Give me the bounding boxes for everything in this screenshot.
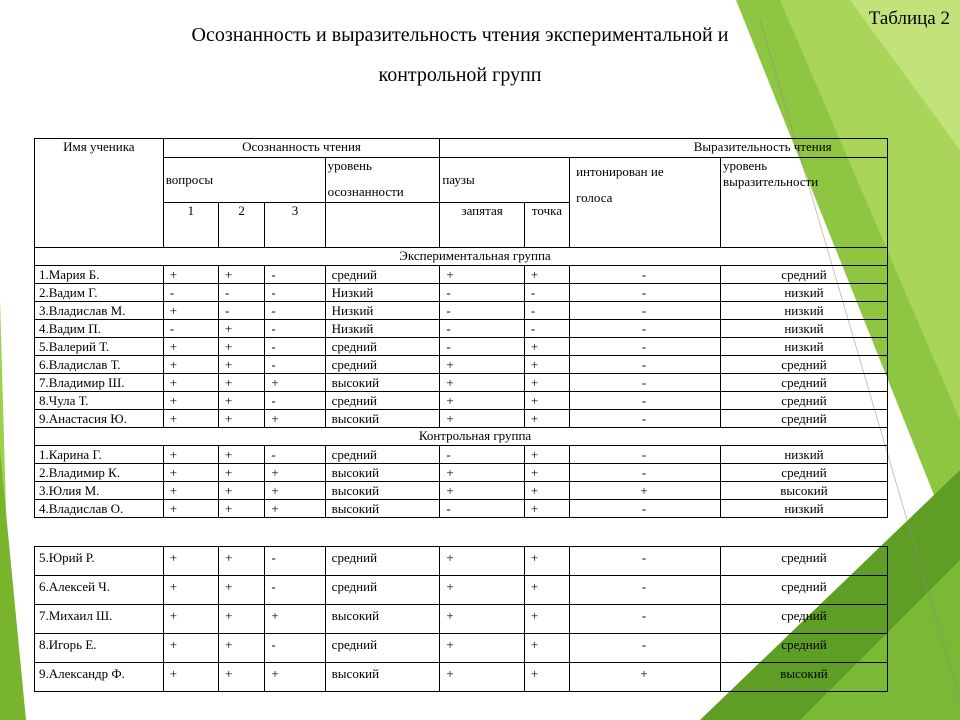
cell-inton: - [570, 266, 721, 284]
cell-inton: - [570, 500, 721, 518]
cell-level: средний [325, 576, 440, 605]
cell-inton: - [570, 338, 721, 356]
table-row [35, 576, 888, 605]
cell-q3: + [265, 663, 325, 692]
header-awareness: Осознанность чтения [163, 139, 440, 158]
cell-inton: - [570, 374, 721, 392]
results-table [34, 138, 888, 518]
results-table-continued [34, 546, 888, 692]
cell-q2: + [219, 356, 265, 374]
header-q2: 2 [219, 203, 265, 248]
cell-comma: + [440, 576, 524, 605]
cell-q1: + [163, 446, 218, 464]
cell-level: Низкий [325, 302, 440, 320]
cell-expr: низкий [720, 320, 887, 338]
cell-level: средний [325, 266, 440, 284]
cell-comma: + [440, 547, 524, 576]
cell-name: 9.Анастасия Ю. [35, 410, 164, 428]
cell-expr: низкий [720, 338, 887, 356]
cell-q2: + [219, 464, 265, 482]
cell-q2: - [219, 302, 265, 320]
table-row [35, 547, 888, 576]
cell-q3: - [265, 576, 325, 605]
cell-level: высокий [325, 482, 440, 500]
cell-comma: + [440, 356, 524, 374]
cell-period: + [524, 634, 569, 663]
cell-level: средний [325, 446, 440, 464]
cell-level: средний [325, 547, 440, 576]
cell-q1: - [163, 284, 218, 302]
cell-level: Низкий [325, 284, 440, 302]
cell-expr: средний [720, 410, 887, 428]
cell-comma: - [440, 302, 524, 320]
cell-name: 1.Карина Г. [35, 446, 164, 464]
cell-q2: + [219, 605, 265, 634]
cell-name: 4.Вадим П. [35, 320, 164, 338]
header-intonation: интонирован ие голоса [570, 158, 721, 248]
section-control: Контрольная группа [35, 428, 888, 446]
cell-q1: - [163, 320, 218, 338]
cell-expr: средний [720, 547, 887, 576]
header-q1: 1 [163, 203, 218, 248]
cell-period: + [524, 500, 569, 518]
cell-name: 6.Алексей Ч. [35, 576, 164, 605]
cell-level: средний [325, 392, 440, 410]
table-row [35, 464, 888, 482]
cell-expr: низкий [720, 284, 887, 302]
cell-q2: + [219, 410, 265, 428]
slide-title-line2: контрольной групп [378, 64, 542, 86]
cell-inton: - [570, 392, 721, 410]
cell-period: + [524, 266, 569, 284]
cell-q2: + [219, 320, 265, 338]
cell-comma: - [440, 320, 524, 338]
cell-q3: - [265, 634, 325, 663]
cell-q2: + [219, 374, 265, 392]
cell-q3: - [265, 338, 325, 356]
table-number: Таблица 2 [868, 8, 950, 29]
cell-period: + [524, 410, 569, 428]
cell-q1: + [163, 392, 218, 410]
cell-level: средний [325, 356, 440, 374]
cell-expr: средний [720, 266, 887, 284]
cell-q3: - [265, 392, 325, 410]
cell-expr: средний [720, 634, 887, 663]
cell-name: 8.Игорь Е. [35, 634, 164, 663]
table-row [35, 284, 888, 302]
cell-inton: - [570, 547, 721, 576]
cell-q3: - [265, 266, 325, 284]
cell-expr: средний [720, 392, 887, 410]
cell-q3: - [265, 302, 325, 320]
cell-q2: + [219, 482, 265, 500]
cell-q3: - [265, 356, 325, 374]
cell-comma: - [440, 500, 524, 518]
cell-expr: высокий [720, 663, 887, 692]
table-row [35, 663, 888, 692]
cell-expr: высокий [720, 482, 887, 500]
experimental-rows [35, 266, 888, 428]
cell-q3: + [265, 482, 325, 500]
cell-name: 7.Владимир Ш. [35, 374, 164, 392]
cell-q1: + [163, 482, 218, 500]
cell-inton: - [570, 605, 721, 634]
table-row [35, 392, 888, 410]
cell-q1: + [163, 302, 218, 320]
cell-q2: + [219, 266, 265, 284]
cell-expr: низкий [720, 302, 887, 320]
cell-comma: - [440, 446, 524, 464]
cell-inton: - [570, 446, 721, 464]
header-name: Имя ученика [35, 139, 164, 248]
table-row [35, 302, 888, 320]
cell-name: 3.Юлия М. [35, 482, 164, 500]
cell-q1: + [163, 410, 218, 428]
cell-name: 6.Владислав Т. [35, 356, 164, 374]
cell-name: 1.Мария Б. [35, 266, 164, 284]
table-row [35, 374, 888, 392]
cell-q2: - [219, 284, 265, 302]
cell-comma: + [440, 464, 524, 482]
cell-q2: + [219, 446, 265, 464]
header-expressiveness: Выразительность чтения [440, 139, 888, 158]
cell-name: 2.Вадим Г. [35, 284, 164, 302]
cell-q1: + [163, 634, 218, 663]
cell-q3: + [265, 464, 325, 482]
cell-period: + [524, 482, 569, 500]
cell-inton: + [570, 663, 721, 692]
cell-q3: - [265, 446, 325, 464]
cell-period: + [524, 392, 569, 410]
cell-period: + [524, 374, 569, 392]
table-row [35, 338, 888, 356]
cell-inton: - [570, 576, 721, 605]
cell-q1: + [163, 374, 218, 392]
cell-expr: средний [720, 576, 887, 605]
cell-q2: + [219, 392, 265, 410]
cell-period: + [524, 356, 569, 374]
cell-period: + [524, 605, 569, 634]
table-row [35, 482, 888, 500]
cell-comma: - [440, 338, 524, 356]
cell-level: высокий [325, 374, 440, 392]
cell-q1: + [163, 605, 218, 634]
section-experimental: Экспериментальная группа [35, 248, 888, 266]
cell-q2: + [219, 338, 265, 356]
cell-level: высокий [325, 464, 440, 482]
control-rows-continued [35, 547, 888, 692]
cell-name: 3.Владислав М. [35, 302, 164, 320]
slide-title-line1: Осознанность и выразительность чтения экспериментальной и [191, 24, 729, 46]
header-empty [325, 203, 440, 248]
cell-period: - [524, 302, 569, 320]
cell-period: + [524, 547, 569, 576]
cell-q2: + [219, 547, 265, 576]
cell-period: + [524, 464, 569, 482]
cell-expr: средний [720, 605, 887, 634]
cell-inton: - [570, 284, 721, 302]
cell-name: 2.Владимир К. [35, 464, 164, 482]
cell-q1: + [163, 266, 218, 284]
cell-q1: + [163, 547, 218, 576]
table-row [35, 446, 888, 464]
header-expr-level: уровень выразительности [720, 158, 887, 248]
table-row [35, 410, 888, 428]
cell-level: высокий [325, 410, 440, 428]
cell-level: Низкий [325, 320, 440, 338]
cell-comma: + [440, 482, 524, 500]
cell-inton: - [570, 356, 721, 374]
cell-period: + [524, 446, 569, 464]
table-row [35, 266, 888, 284]
cell-comma: + [440, 605, 524, 634]
cell-expr: средний [720, 374, 887, 392]
cell-period: + [524, 663, 569, 692]
cell-q2: + [219, 634, 265, 663]
cell-q2: + [219, 576, 265, 605]
cell-level: средний [325, 634, 440, 663]
header-pauses: паузы [440, 158, 570, 203]
cell-q1: + [163, 464, 218, 482]
cell-period: - [524, 284, 569, 302]
cell-expr: низкий [720, 500, 887, 518]
cell-inton: - [570, 302, 721, 320]
cell-q3: - [265, 284, 325, 302]
control-rows [35, 446, 888, 518]
cell-q2: + [219, 663, 265, 692]
cell-expr: низкий [720, 446, 887, 464]
cell-comma: + [440, 374, 524, 392]
header-questions: вопросы [163, 158, 325, 203]
cell-comma: + [440, 663, 524, 692]
cell-q2: + [219, 500, 265, 518]
table-row [35, 356, 888, 374]
header-q3: 3 [265, 203, 325, 248]
cell-q1: + [163, 500, 218, 518]
cell-expr: средний [720, 356, 887, 374]
cell-comma: + [440, 266, 524, 284]
cell-q1: + [163, 576, 218, 605]
cell-q3: + [265, 500, 325, 518]
cell-name: 8.Чула Т. [35, 392, 164, 410]
cell-level: средний [325, 338, 440, 356]
table-row [35, 634, 888, 663]
cell-q3: - [265, 547, 325, 576]
cell-expr: средний [720, 464, 887, 482]
table-row [35, 320, 888, 338]
table-row [35, 500, 888, 518]
cell-name: 5.Валерий Т. [35, 338, 164, 356]
header-period: точка [524, 203, 569, 248]
cell-inton: - [570, 464, 721, 482]
cell-period: + [524, 338, 569, 356]
cell-level: высокий [325, 500, 440, 518]
cell-inton: - [570, 410, 721, 428]
cell-q1: + [163, 338, 218, 356]
header-awareness-level: уровень осознанности [325, 158, 440, 203]
cell-inton: - [570, 320, 721, 338]
cell-comma: + [440, 634, 524, 663]
cell-comma: + [440, 392, 524, 410]
cell-q3: + [265, 374, 325, 392]
table-row [35, 605, 888, 634]
cell-name: 9.Александр Ф. [35, 663, 164, 692]
cell-inton: + [570, 482, 721, 500]
cell-comma: + [440, 410, 524, 428]
cell-inton: - [570, 634, 721, 663]
cell-level: высокий [325, 663, 440, 692]
cell-level: высокий [325, 605, 440, 634]
cell-q3: + [265, 605, 325, 634]
cell-period: - [524, 320, 569, 338]
cell-name: 4.Владислав О. [35, 500, 164, 518]
cell-q3: + [265, 410, 325, 428]
cell-name: 7.Михаил Ш. [35, 605, 164, 634]
cell-q3: - [265, 320, 325, 338]
cell-name: 5.Юрий Р. [35, 547, 164, 576]
cell-comma: - [440, 284, 524, 302]
cell-q1: + [163, 663, 218, 692]
cell-period: + [524, 576, 569, 605]
cell-q1: + [163, 356, 218, 374]
header-comma: запятая [440, 203, 524, 248]
